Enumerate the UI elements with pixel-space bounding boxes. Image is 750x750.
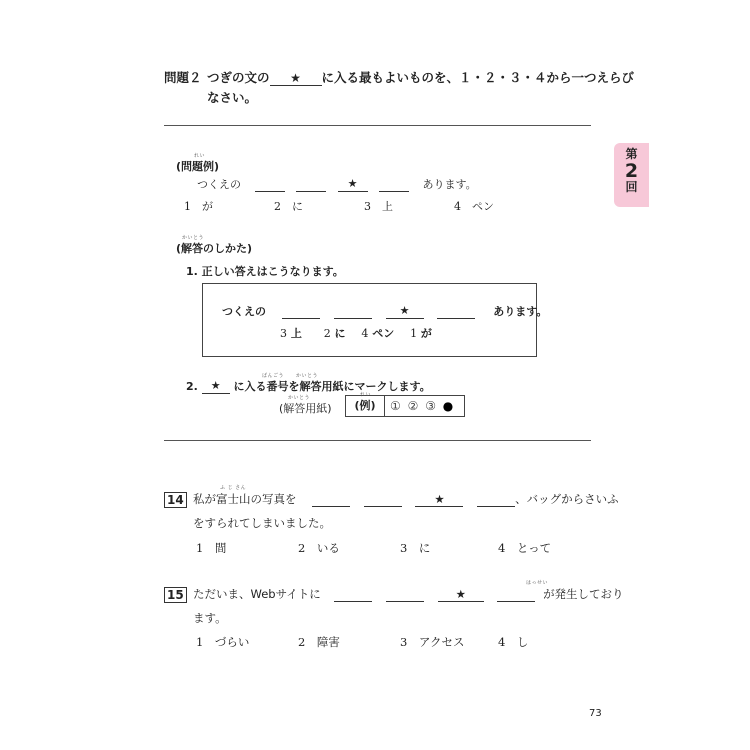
q15-ruby: はっせい xyxy=(526,580,549,586)
divider-top xyxy=(164,125,591,126)
answer-order-1: 3 上 xyxy=(280,327,302,340)
answer-method-ruby: かいとう xyxy=(182,235,205,241)
answer-box-blank-4 xyxy=(437,304,475,319)
sheet-example-label: (例) xyxy=(346,396,385,416)
q14-blank-4 xyxy=(477,492,515,507)
example-blank-2 xyxy=(296,177,326,192)
q14-choice-1: 1 間 xyxy=(196,541,227,555)
sheet-example-ruby: れい xyxy=(360,392,372,398)
example-sentence-start: つくえの xyxy=(197,178,241,191)
q15-choice-1: 1 づらい xyxy=(196,635,250,649)
q14-choice-4: 4 とって xyxy=(498,541,552,555)
q14-text-a: 私が富士山の写真を xyxy=(193,492,297,506)
answer-step-2 xyxy=(186,378,431,394)
example-blank-star xyxy=(338,177,368,192)
mark-4-filled-icon: ● xyxy=(442,399,454,413)
question-instruction-line2: なさい。 xyxy=(207,90,258,105)
mark-2-icon: ② xyxy=(407,399,419,413)
mark-3-icon: ③ xyxy=(425,399,436,413)
q14-line1 xyxy=(193,491,619,507)
q15-choice-2: 2 障害 xyxy=(298,635,340,649)
step2-ruby-bangou: ばんごう xyxy=(262,373,285,379)
answer-step-1: 1. 正しい答えはこうなります。 xyxy=(186,265,344,278)
chapter-tab-suffix: 回 xyxy=(625,180,638,194)
sheet-marks xyxy=(390,396,453,416)
example-choice-1: 1 が xyxy=(184,200,213,213)
answer-box-blank-2 xyxy=(334,304,372,319)
step2-star-blank xyxy=(202,379,230,394)
star-icon: ★ xyxy=(399,304,410,317)
chapter-side-tab xyxy=(614,143,649,207)
answer-sheet-label: (解答用紙) xyxy=(279,402,332,415)
q15-choice-4: 4 し xyxy=(498,635,529,649)
example-sentence xyxy=(197,176,477,192)
chapter-tab-number: 2 xyxy=(624,160,639,182)
q14-blank-1 xyxy=(312,492,350,507)
q14-blank-star xyxy=(415,492,463,507)
q14-number: 14 xyxy=(164,489,187,508)
answer-box-blank-star xyxy=(386,304,424,319)
mark-1-icon: ① xyxy=(390,399,401,413)
example-choice-2: 2 に xyxy=(274,200,303,213)
star-icon: ★ xyxy=(290,71,301,85)
q14-blank-2 xyxy=(364,492,402,507)
example-heading-ruby: れい xyxy=(194,153,206,159)
star-icon: ★ xyxy=(347,177,358,190)
step2-text: に入る番号を解答用紙にマークします。 xyxy=(233,380,431,393)
divider-middle xyxy=(164,440,591,441)
star-icon: ★ xyxy=(455,587,466,601)
step2-number: 2. xyxy=(186,380,198,393)
q15-text-b: が発生しており xyxy=(543,587,624,601)
answer-box-order xyxy=(280,325,432,341)
q14-text-b: 、バッグからさいふ xyxy=(515,492,619,506)
question-instruction-line1 xyxy=(207,68,634,86)
instruction-text-b: に入る最もよいものを、１・２・３・４から一つえらび xyxy=(321,70,635,85)
answer-order-4: 1 が xyxy=(410,327,432,340)
example-sentence-end: あります。 xyxy=(422,178,477,191)
answer-example-box xyxy=(202,283,537,357)
q14-ruby: ふ じ さん xyxy=(220,485,247,491)
instruction-star-blank xyxy=(270,71,322,86)
answer-sheet-box xyxy=(345,392,465,417)
q15-blank-4 xyxy=(497,587,535,602)
q15-blank-1 xyxy=(334,587,372,602)
q15-blank-star xyxy=(438,587,484,602)
q15-blank-2 xyxy=(386,587,424,602)
star-icon: ★ xyxy=(210,379,221,392)
example-heading: (問題例) xyxy=(176,160,220,173)
question-label: 問題２ xyxy=(164,70,202,85)
answer-box-sentence xyxy=(222,303,547,319)
q14-choice-3: 3 に xyxy=(400,541,431,555)
example-choice-3: 3 上 xyxy=(364,200,393,213)
example-choice-4: 4 ペン xyxy=(454,200,494,213)
example-blank-4 xyxy=(379,177,409,192)
q15-line2: ます。 xyxy=(193,611,227,625)
sheet-label-ruby: かいとう xyxy=(288,395,311,401)
star-icon: ★ xyxy=(434,492,445,506)
answer-box-end: あります。 xyxy=(493,305,548,318)
q15-text-a: ただいま、Webサイトに xyxy=(193,587,321,601)
answer-method-heading: (解答のしかた) xyxy=(176,242,253,255)
answer-order-3: 4 ペン xyxy=(361,327,395,340)
answer-box-start: つくえの xyxy=(222,305,266,318)
instruction-text-a: つぎの文の xyxy=(207,70,270,85)
example-blank-1 xyxy=(255,177,285,192)
chapter-tab-prefix: 第 xyxy=(625,147,638,161)
q15-number: 15 xyxy=(164,584,187,603)
q14-line2: をすられてしまいました。 xyxy=(193,516,331,530)
q15-choice-3: 3 アクセス xyxy=(400,635,465,649)
page-number: 73 xyxy=(589,708,602,719)
answer-order-2: 2 に xyxy=(323,327,346,340)
answer-box-blank-1 xyxy=(282,304,320,319)
q14-choice-2: 2 いる xyxy=(298,541,340,555)
q15-line1 xyxy=(193,586,624,602)
step2-ruby-kaitou: かいとう xyxy=(296,373,319,379)
